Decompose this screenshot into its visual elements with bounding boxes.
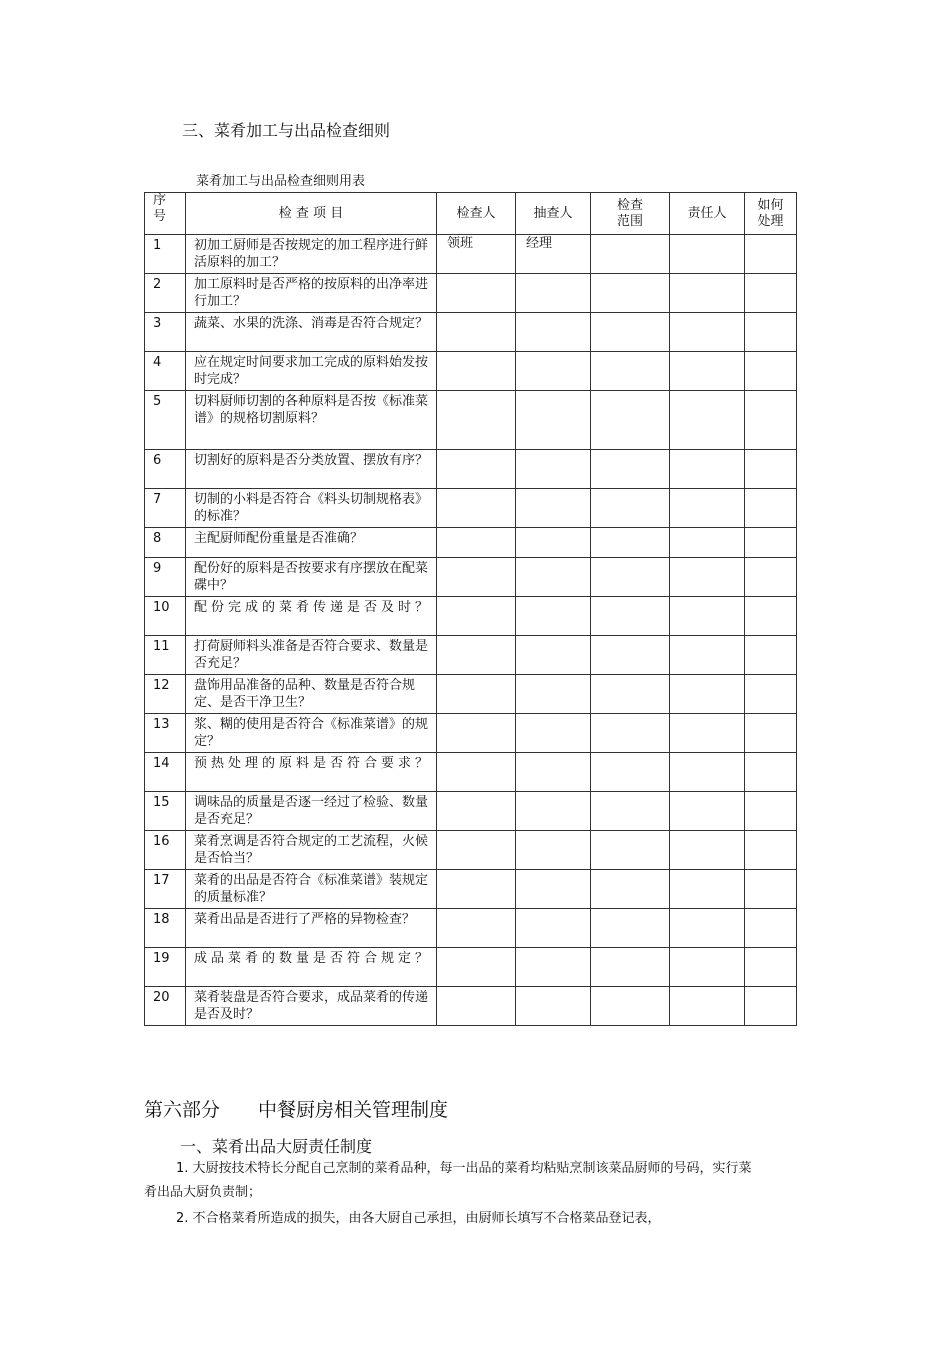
row-scope xyxy=(591,753,670,792)
row-spot-checker xyxy=(516,714,591,753)
row-scope xyxy=(591,909,670,948)
row-inspector xyxy=(437,792,516,831)
row-check-item: 配份好的原料是否按要求有序摆放在配菜碟中？ xyxy=(186,558,437,597)
row-inspector xyxy=(437,597,516,636)
row-spot-checker xyxy=(516,753,591,792)
row-scope xyxy=(591,528,670,558)
table-row xyxy=(145,831,797,870)
row-responsible xyxy=(670,352,745,391)
row-check-item: 盘饰用品准备的品种、数量是否符合规定、是否干净卫生？ xyxy=(186,675,437,714)
row-handling xyxy=(745,636,797,675)
row-number: 20 xyxy=(145,987,186,1026)
row-responsible xyxy=(670,792,745,831)
row-check-item: 切割好的原料是否分类放置、摆放有序？ xyxy=(186,450,437,489)
row-responsible xyxy=(670,948,745,987)
row-inspector xyxy=(437,450,516,489)
table-row xyxy=(145,489,797,528)
table-row xyxy=(145,792,797,831)
row-number: 14 xyxy=(145,753,186,792)
row-responsible xyxy=(670,489,745,528)
row-responsible xyxy=(670,558,745,597)
table-header-row xyxy=(145,193,797,235)
header-scope: 检查 范围 xyxy=(591,193,670,235)
row-check-item: 蔬菜、水果的洗涤、消毒是否符合规定？ xyxy=(186,313,437,352)
row-scope xyxy=(591,870,670,909)
row-number: 2 xyxy=(145,274,186,313)
row-number: 10 xyxy=(145,597,186,636)
row-scope xyxy=(591,831,670,870)
row-handling xyxy=(745,792,797,831)
row-scope xyxy=(591,987,670,1026)
table-row xyxy=(145,391,797,450)
row-handling xyxy=(745,909,797,948)
row-number: 13 xyxy=(145,714,186,753)
row-spot-checker xyxy=(516,352,591,391)
row-responsible xyxy=(670,909,745,948)
row-inspector xyxy=(437,948,516,987)
row-number: 9 xyxy=(145,558,186,597)
row-number: 6 xyxy=(145,450,186,489)
row-number: 4 xyxy=(145,352,186,391)
row-spot-checker xyxy=(516,792,591,831)
table-row xyxy=(145,450,797,489)
row-check-item: 初加工厨师是否按规定的加工程序进行鲜活原料的加工？ xyxy=(186,235,437,274)
row-scope xyxy=(591,352,670,391)
row-responsible xyxy=(670,274,745,313)
row-handling xyxy=(745,313,797,352)
row-spot-checker xyxy=(516,313,591,352)
row-spot-checker xyxy=(516,391,591,450)
part-title: 中餐厨房相关管理制度 xyxy=(258,1099,449,1121)
header-inspector: 检查人 xyxy=(437,193,516,235)
row-handling xyxy=(745,235,797,274)
row-number: 15 xyxy=(145,792,186,831)
inspection-table xyxy=(144,192,797,1026)
row-check-item: 菜肴装盘是否符合要求，成品菜肴的传递是否及时？ xyxy=(186,987,437,1026)
row-inspector xyxy=(437,391,516,450)
row-handling xyxy=(745,831,797,870)
row-check-item: 应在规定时间要求加工完成的原料始发按时完成？ xyxy=(186,352,437,391)
header-spot-checker: 抽查人 xyxy=(516,193,591,235)
row-spot-checker xyxy=(516,489,591,528)
part-heading xyxy=(144,1095,448,1122)
table-row xyxy=(145,870,797,909)
row-scope xyxy=(591,450,670,489)
row-inspector xyxy=(437,831,516,870)
table-row xyxy=(145,987,797,1026)
row-scope xyxy=(591,274,670,313)
row-number: 8 xyxy=(145,528,186,558)
row-check-item: 切料厨师切割的各种原料是否按《标准菜谱》的规格切割原料？ xyxy=(186,391,437,450)
row-spot-checker xyxy=(516,987,591,1026)
paragraph-1: 1. 大厨按技术特长分配自己烹制的菜肴品种，每一出品的菜肴均粘贴烹制该菜品厨师的号码，实行菜肴出品大厨负责制； xyxy=(144,1161,752,1200)
row-spot-checker xyxy=(516,597,591,636)
row-scope xyxy=(591,391,670,450)
table-row xyxy=(145,352,797,391)
row-spot-checker xyxy=(516,948,591,987)
row-inspector xyxy=(437,489,516,528)
row-spot-checker xyxy=(516,675,591,714)
row-handling xyxy=(745,528,797,558)
row-responsible xyxy=(670,636,745,675)
row-scope xyxy=(591,489,670,528)
row-handling xyxy=(745,714,797,753)
row-spot-checker xyxy=(516,909,591,948)
row-number: 16 xyxy=(145,831,186,870)
header-responsible: 责任人 xyxy=(670,193,745,235)
table-row xyxy=(145,675,797,714)
table-row xyxy=(145,528,797,558)
row-handling xyxy=(745,987,797,1026)
header-seq: 序 号 xyxy=(145,193,186,235)
row-spot-checker: 经理 xyxy=(516,235,591,274)
row-spot-checker xyxy=(516,274,591,313)
row-handling xyxy=(745,450,797,489)
row-responsible xyxy=(670,870,745,909)
row-check-item: 加工原料时是否严格的按原料的出净率进行加工？ xyxy=(186,274,437,313)
row-inspector xyxy=(437,909,516,948)
row-responsible xyxy=(670,528,745,558)
row-scope xyxy=(591,597,670,636)
row-check-item: 预热处理的原料是否符合要求？ xyxy=(186,753,437,792)
row-check-item: 成品菜肴的数量是否符合规定？ xyxy=(186,948,437,987)
row-number: 11 xyxy=(145,636,186,675)
row-number: 17 xyxy=(145,870,186,909)
row-inspector xyxy=(437,987,516,1026)
row-inspector: 领班 xyxy=(437,235,516,274)
row-check-item: 调味品的质量是否逐一经过了检验、数量是否充足？ xyxy=(186,792,437,831)
paragraph-2: 2. 不合格菜肴所造成的损失，由各大厨自己承担，由厨师长填写不合格菜品登记表， xyxy=(176,1211,661,1226)
row-handling xyxy=(745,391,797,450)
row-number: 19 xyxy=(145,948,186,987)
header-item: 检 查 项 目 xyxy=(186,193,437,235)
table-row xyxy=(145,558,797,597)
row-scope xyxy=(591,636,670,675)
table-row xyxy=(145,636,797,675)
row-spot-checker xyxy=(516,558,591,597)
row-spot-checker xyxy=(516,528,591,558)
table-row xyxy=(145,714,797,753)
row-responsible xyxy=(670,987,745,1026)
subsection-title: 一、菜肴出品大厨责任制度 xyxy=(180,1137,373,1156)
table-row xyxy=(145,274,797,313)
row-responsible xyxy=(670,714,745,753)
row-handling xyxy=(745,274,797,313)
row-inspector xyxy=(437,753,516,792)
row-inspector xyxy=(437,870,516,909)
row-number: 3 xyxy=(145,313,186,352)
section-title: 三、菜肴加工与出品检查细则 xyxy=(182,121,391,140)
row-handling xyxy=(745,753,797,792)
row-scope xyxy=(591,558,670,597)
row-inspector xyxy=(437,714,516,753)
row-handling xyxy=(745,597,797,636)
row-handling xyxy=(745,558,797,597)
table-caption: 菜肴加工与出品检查细则用表 xyxy=(196,174,366,189)
row-number: 1 xyxy=(145,235,186,274)
row-scope xyxy=(591,235,670,274)
row-check-item: 浆、糊的使用是否符合《标准菜谱》的规定？ xyxy=(186,714,437,753)
row-handling xyxy=(745,352,797,391)
header-handling: 如何 处理 xyxy=(745,193,797,235)
row-scope xyxy=(591,792,670,831)
row-check-item: 切制的小料是否符合《料头切制规格表》的标准？ xyxy=(186,489,437,528)
row-scope xyxy=(591,675,670,714)
table-row xyxy=(145,597,797,636)
table-row xyxy=(145,313,797,352)
row-spot-checker xyxy=(516,450,591,489)
row-scope xyxy=(591,714,670,753)
row-handling xyxy=(745,489,797,528)
row-inspector xyxy=(437,558,516,597)
row-inspector xyxy=(437,636,516,675)
row-number: 7 xyxy=(145,489,186,528)
row-spot-checker xyxy=(516,831,591,870)
part-label: 第六部分 xyxy=(144,1099,221,1121)
row-responsible xyxy=(670,831,745,870)
row-check-item: 配份完成的菜肴传递是否及时？ xyxy=(186,597,437,636)
row-responsible xyxy=(670,753,745,792)
row-check-item: 主配厨师配份重量是否准确？ xyxy=(186,528,437,558)
row-handling xyxy=(745,675,797,714)
table-row xyxy=(145,948,797,987)
row-scope xyxy=(591,313,670,352)
row-responsible xyxy=(670,235,745,274)
row-scope xyxy=(591,948,670,987)
table-row xyxy=(145,753,797,792)
row-check-item: 菜肴出品是否进行了严格的异物检查？ xyxy=(186,909,437,948)
row-inspector xyxy=(437,352,516,391)
row-responsible xyxy=(670,391,745,450)
row-number: 12 xyxy=(145,675,186,714)
row-spot-checker xyxy=(516,636,591,675)
row-inspector xyxy=(437,675,516,714)
row-check-item: 打荷厨师料头准备是否符合要求、数量是否充足？ xyxy=(186,636,437,675)
row-inspector xyxy=(437,528,516,558)
table-row xyxy=(145,909,797,948)
row-check-item: 菜肴烹调是否符合规定的工艺流程，火候是否恰当？ xyxy=(186,831,437,870)
row-inspector xyxy=(437,313,516,352)
row-inspector xyxy=(437,274,516,313)
row-handling xyxy=(745,870,797,909)
table-row xyxy=(145,235,797,274)
row-responsible xyxy=(670,675,745,714)
row-responsible xyxy=(670,450,745,489)
row-number: 18 xyxy=(145,909,186,948)
row-spot-checker xyxy=(516,870,591,909)
row-handling xyxy=(745,948,797,987)
row-responsible xyxy=(670,313,745,352)
row-number: 5 xyxy=(145,391,186,450)
row-responsible xyxy=(670,597,745,636)
row-check-item: 菜肴的出品是否符合《标准菜谱》装规定的质量标准？ xyxy=(186,870,437,909)
